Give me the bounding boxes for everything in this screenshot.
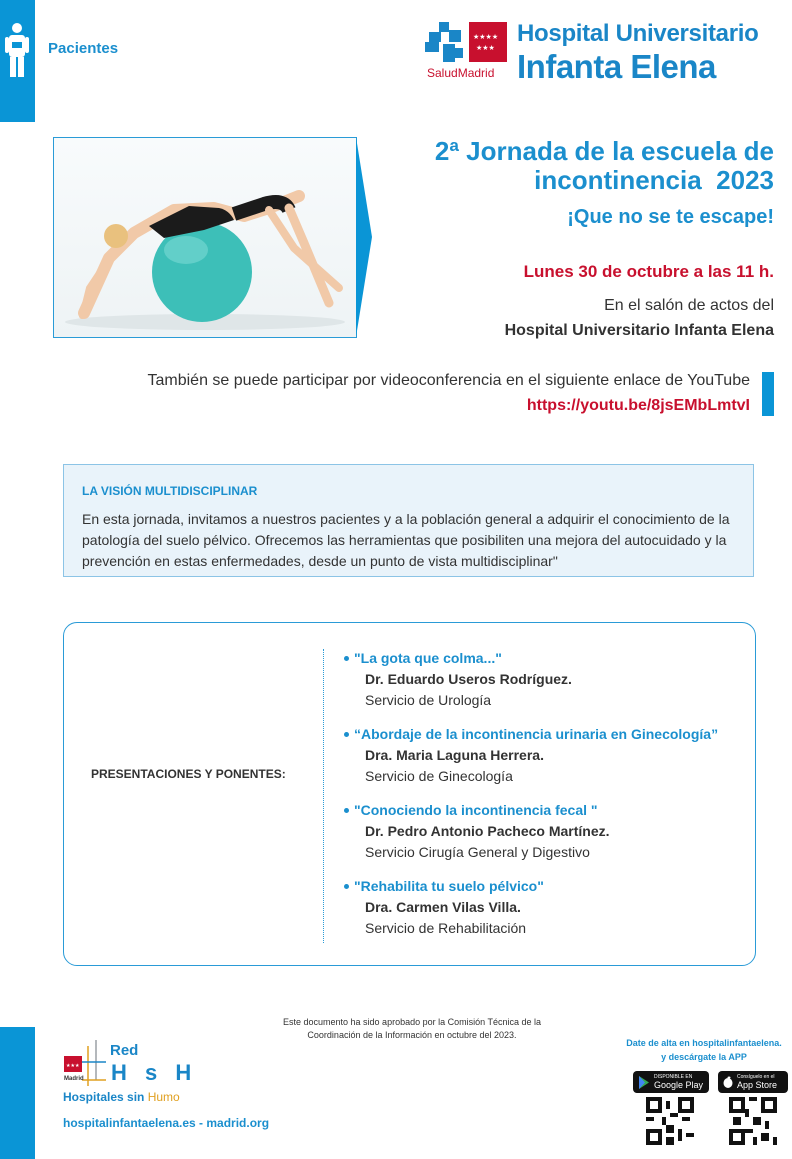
app-promo-line2: y descárgate la APP [661, 1052, 747, 1062]
side-tab-top [0, 0, 35, 122]
event-venue: En el salón de actos del [604, 297, 774, 314]
talk-item [344, 878, 544, 936]
talk-item [344, 726, 718, 784]
madrid-word: Madrid [457, 66, 495, 80]
divider [323, 649, 324, 943]
vision-heading: LA VISIÓN MULTIDISCIPLINAR [82, 484, 258, 498]
svg-text:★★★: ★★★ [476, 44, 495, 52]
google-play-big: Google Play [654, 1080, 704, 1090]
apple-icon [723, 1076, 733, 1088]
app-promo [612, 1036, 792, 1064]
app-store-big: App Store [737, 1080, 778, 1090]
talk-service: Servicio Cirugía General y Digestivo [365, 844, 590, 860]
madrid-flag-icon [469, 22, 507, 62]
video-text: También se puede participar por videoconferencia en el siguiente enlace de YouTube [147, 372, 750, 389]
talk-speaker: Dr. Pedro Antonio Pacheco Martínez. [365, 823, 610, 839]
talk-speaker: Dr. Eduardo Useros Rodríguez. [365, 671, 572, 687]
site-link[interactable]: hospitalinfantaelena.es - madrid.org [63, 1116, 270, 1130]
vision-panel [63, 464, 754, 577]
bullet-icon [344, 732, 349, 737]
network-name-main: Hospitales sin [63, 1090, 145, 1104]
talk-title: "Conociendo la incontinencia fecal " [354, 802, 598, 818]
network-red: Red [110, 1042, 139, 1059]
talk-speaker: Dra. Maria Laguna Herrera. [365, 747, 544, 763]
talk-title: "Rehabilita tu suelo pélvico" [354, 878, 544, 894]
talk-service: Servicio de Rehabilitación [365, 920, 527, 936]
event-venue-name: Hospital Universitario Infanta Elena [504, 322, 774, 339]
event-tagline: ¡Que no se te escape! [567, 206, 774, 228]
event-title [334, 137, 774, 195]
approval-note [262, 1016, 562, 1042]
side-tab-bottom [0, 1027, 35, 1159]
app-promo-line1: Date de alta en hospitalinfantaelena. [626, 1038, 782, 1048]
section-label[interactable]: Pacientes [48, 40, 119, 57]
talk-title: "La gota que colma..." [354, 650, 502, 666]
bullet-icon [344, 656, 349, 661]
madrid-label: Madrid [64, 1076, 84, 1082]
svg-text:★★★★: ★★★★ [473, 33, 499, 41]
google-play-badge[interactable] [633, 1071, 709, 1093]
vision-body: En esta jornada, invitamos a nuestros pacientes y a la población general a adquirir el conocimiento de la patología del suelo pélvico. Ofrecemos las herramientas que posibiliten una mejora del autocuidado y la prevención en estas enfermedades, desde un punto de vista multidisciplinar" [82, 511, 730, 569]
patient-icon [3, 22, 31, 80]
talk-service: Servicio de Ginecología [365, 768, 513, 784]
salud-madrid-brand [427, 66, 494, 80]
event-date: Lunes 30 de octubre a las 11 h. [523, 262, 774, 281]
approval-line2: Coordinación de la Información en octubre del 2023. [307, 1030, 517, 1040]
qr-code-android[interactable] [646, 1097, 694, 1145]
salud-word: Salud [427, 66, 458, 80]
talk-title: “Abordaje de la incontinencia urinaria en Ginecología” [354, 726, 719, 742]
approval-line1: Este documento ha sido aprobado por la Comisión Técnica de la [283, 1017, 541, 1027]
talk-service: Servicio de Urología [365, 692, 492, 708]
talk-item [344, 650, 572, 708]
talk-speaker: Dra. Carmen Vilas Villa. [365, 899, 521, 915]
talk-item [344, 802, 610, 860]
youtube-link[interactable]: https://youtu.be/8jsEMbLmtvI [526, 397, 750, 414]
network-name-humo: Humo [147, 1090, 180, 1104]
google-play-small: DISPONIBLE EN [654, 1074, 693, 1080]
presentations-panel [63, 622, 756, 966]
qr-code-ios[interactable] [729, 1097, 777, 1145]
exercise-ball-photo [53, 137, 357, 338]
bullet-icon [344, 884, 349, 889]
network-hsh: H s H [111, 1060, 198, 1085]
presentations-label: PRESENTACIONES Y PONENTES: [91, 767, 286, 781]
hospital-name-line1: Hospital Universitario [517, 20, 759, 47]
app-store-small: Consíguelo en el [737, 1074, 775, 1080]
bullet-icon [344, 808, 349, 813]
app-store-badge[interactable] [718, 1071, 788, 1093]
network-name [63, 1090, 180, 1104]
google-play-icon [638, 1076, 650, 1089]
hospital-name-line2: Infanta Elena [517, 48, 716, 85]
event-title-line2: incontinencia 2023 [534, 165, 774, 195]
accent-bar [762, 372, 774, 416]
svg-text:★★★: ★★★ [66, 1063, 80, 1069]
event-title-line1: 2ª Jornada de la escuela de [434, 136, 774, 166]
